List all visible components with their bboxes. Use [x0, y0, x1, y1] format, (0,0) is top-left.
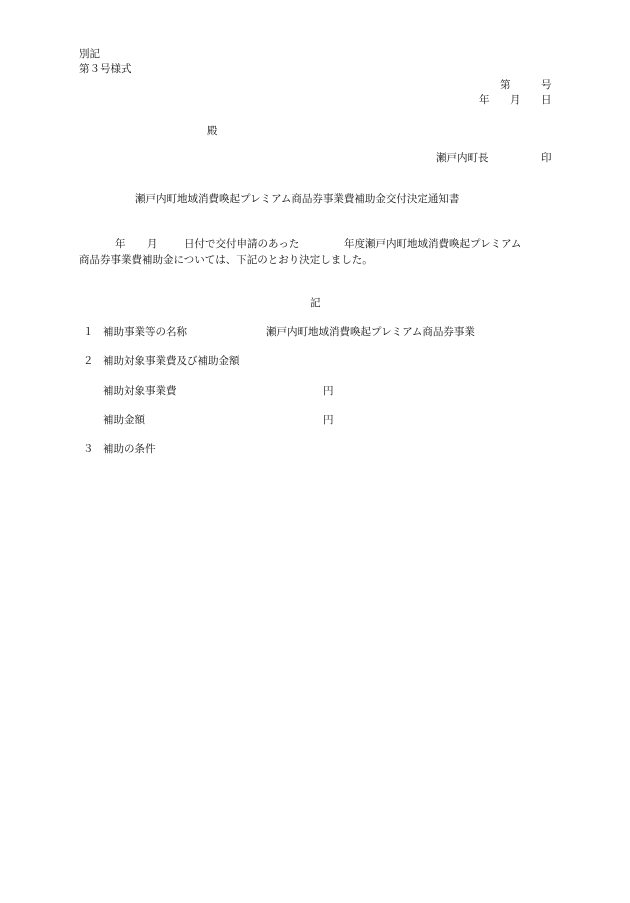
body-month: 月 [147, 238, 158, 250]
date-month: 月 [510, 94, 521, 106]
seal-mark: 印 [541, 152, 552, 164]
item2-sub2-unit: 円 [323, 414, 334, 426]
ki-heading: 記 [310, 297, 321, 309]
date-year: 年 [479, 94, 490, 106]
appendix-label: 別記 [79, 48, 100, 60]
issuer-title: 瀬戸内町長 [436, 152, 489, 164]
item2-sub1-label: 補助対象事業費 [103, 385, 177, 397]
item1-number: １ [83, 326, 94, 338]
item2-sub1-unit: 円 [323, 385, 334, 397]
body-year: 年 [115, 238, 126, 250]
form-number: 第３号様式 [79, 63, 132, 75]
ref-go: 号 [541, 79, 552, 91]
item1-label: 補助事業等の名称 [103, 326, 187, 338]
item1-value: 瀬戸内町地域消費喚起プレミアム商品券事業 [266, 326, 475, 338]
item3-label: 補助の条件 [103, 443, 156, 455]
item2-sub2-label: 補助金額 [103, 414, 145, 426]
ref-dai: 第 [500, 79, 511, 91]
date-day: 日 [541, 94, 552, 106]
document-title: 瀬戸内町地域消費喚起プレミアム商品券事業費補助金交付決定通知書 [135, 193, 460, 205]
body-fiscal-clause: 年度瀬戸内町地域消費喚起プレミアム [344, 238, 522, 250]
body-line-2: 商品券事業費補助金については、下記のとおり決定しました。 [79, 254, 373, 266]
item2-number: ２ [83, 355, 94, 367]
item3-number: ３ [83, 443, 94, 455]
addressee-honorific: 殿 [207, 125, 218, 137]
item2-label: 補助対象事業費及び補助金額 [103, 355, 240, 367]
body-date-clause: 日付で交付申請のあった [184, 238, 300, 250]
